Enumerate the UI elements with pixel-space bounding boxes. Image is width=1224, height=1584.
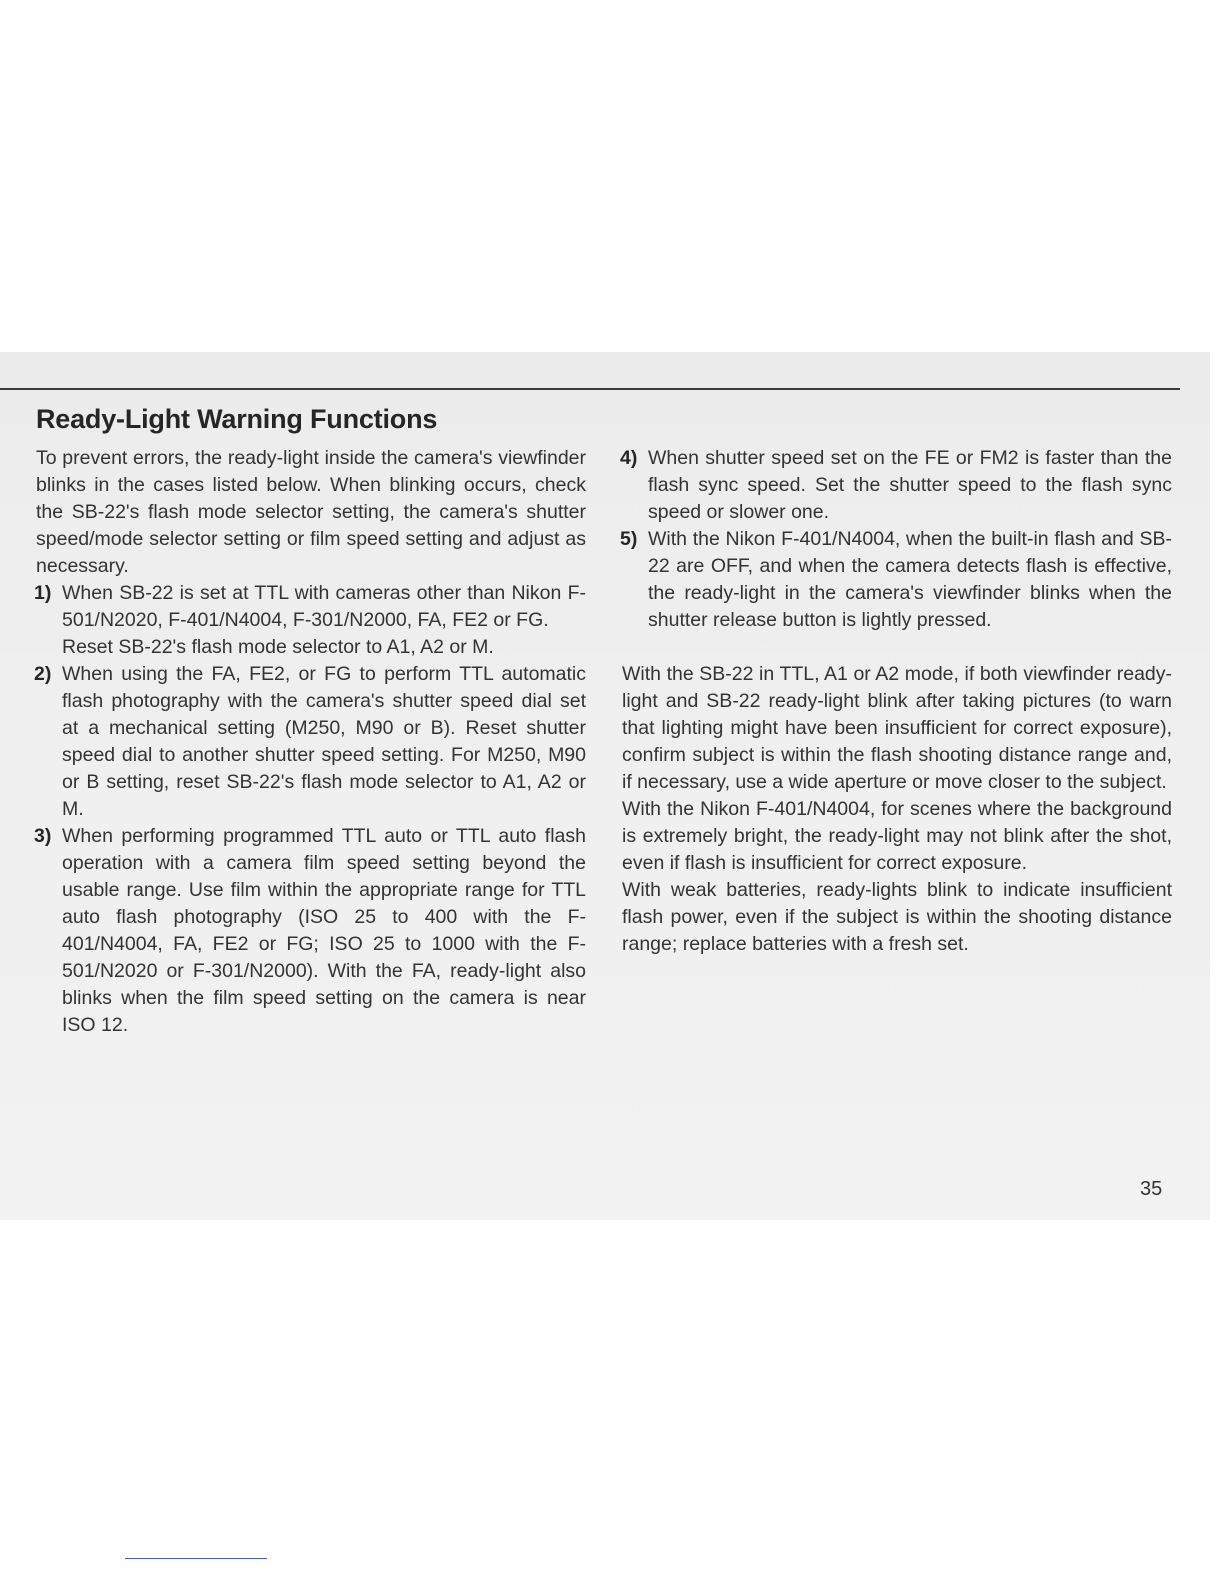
list-number: 4) [620, 447, 638, 469]
body-paragraph: With the SB-22 in TTL, A1 or A2 mode, if both viewfinder ready-light and SB-22 ready-light blink after taking pictures (to warn that lighting might have been insufficient for correct exposure), confirm subject is within the flash shooting distance range and, if necessary, use a wide aperture or move closer to the subject. [622, 663, 1172, 793]
list-number: 5) [620, 528, 638, 550]
footnote-rule [125, 1558, 267, 1559]
right-column [622, 445, 1172, 958]
top-rule [0, 388, 1180, 390]
list-item-1 [36, 580, 586, 661]
list-item-4 [622, 445, 1172, 526]
body-paragraph: With weak batteries, ready-lights blink to indicate insufficient flash power, even if the subject is within the shooting distance range; replace batteries with a fresh set. [622, 879, 1172, 955]
list-text: When SB-22 is set at TTL with cameras other than Nikon F-501/N2020, F-401/N4004, F-301/N2000, FA, FE2 or FG. [62, 582, 586, 631]
list-item-2 [36, 661, 586, 823]
list-number: 1) [34, 582, 52, 604]
list-number: 3) [34, 825, 52, 847]
list-text: When performing programmed TTL auto or TTL auto flash operation with a camera film speed setting beyond the usable range. Use film within the appropriate range for TTL auto flash photography (ISO 25 to 400 with the F-401/N4004, FA, FE2 or FG; ISO 25 to 1000 with the F-501/N2020 or F-301/N2000). With the FA, ready-light also blinks when the film speed setting on the camera is near ISO 12. [62, 825, 586, 1036]
list-text: When shutter speed set on the FE or FM2 is faster than the flash sync speed. Set the shutter speed to the flash sync speed or slower one. [648, 447, 1172, 523]
list-number: 2) [34, 663, 52, 685]
list-text: When using the FA, FE2, or FG to perform TTL automatic flash photography with the camera's shutter speed dial set at a mechanical setting (M250, M90 or B). Reset shutter speed dial to another shutter speed setting. For M250, M90 or B setting, reset SB-22's flash mode selector to A1, A2 or M. [62, 663, 586, 820]
left-column [36, 445, 586, 1039]
manual-page [0, 352, 1210, 1220]
list-item-5 [622, 526, 1172, 634]
intro-paragraph: To prevent errors, the ready-light inside the camera's viewfinder blinks in the cases listed below. When blinking occurs, check the SB-22's flash mode selector setting, the camera's shutter speed/mode selector setting or film speed setting and adjust as necessary. [36, 447, 586, 577]
section-heading: Ready-Light Warning Functions [36, 404, 438, 434]
page-number: 35 [1140, 1178, 1163, 1200]
body-paragraph: With the Nikon F-401/N4004, for scenes where the background is extremely bright, the ready-light may not blink after the shot, even if flash is insufficient for correct exposure. [622, 798, 1172, 874]
spacer [622, 634, 1172, 661]
list-note: Reset SB-22's flash mode selector to A1, A2 or M. [62, 636, 494, 658]
list-text: With the Nikon F-401/N4004, when the built-in flash and SB-22 are OFF, and when the camera detects flash is effective, the ready-light in the camera's viewfinder blinks when the shutter release button is lightly pressed. [648, 528, 1172, 631]
list-item-3 [36, 823, 586, 1039]
